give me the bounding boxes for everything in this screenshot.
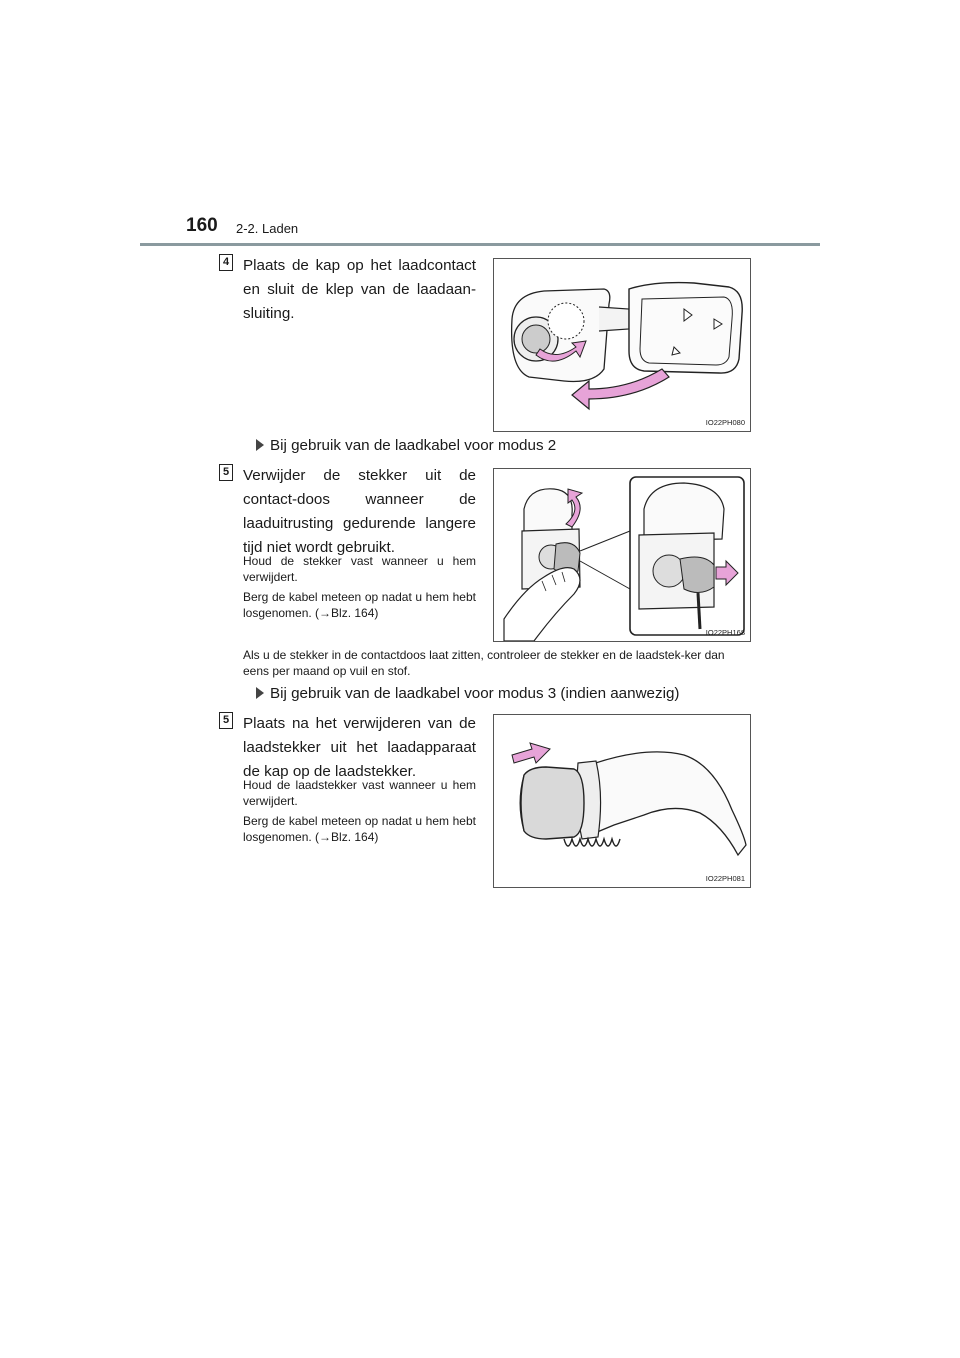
plug-removal-illustration xyxy=(493,468,751,642)
bullet-text: Bij gebruik van de laadkabel voor modus 2 xyxy=(270,437,557,454)
bullet-heading xyxy=(256,684,679,704)
plug-cap-illustration xyxy=(493,714,751,888)
figure-code: IO22PH080 xyxy=(705,418,745,427)
plug-cap-drawing xyxy=(494,715,750,887)
bullet-triangle-icon xyxy=(256,439,264,451)
note-text: Als u de stekker in de contactdoos laat zitten, controleer de stekker en de laadstek-ker dan eens per maand op vuil en stof. xyxy=(243,648,725,678)
step-subnote: Houd de laadstekker vast wanneer u hem verwijdert. xyxy=(243,778,476,808)
charging-port-drawing xyxy=(494,259,750,431)
figure-code: IO22PH081 xyxy=(705,874,745,883)
bullet-heading xyxy=(256,436,556,456)
charging-port-cap-illustration xyxy=(493,258,751,432)
step-badge: 4 xyxy=(219,254,233,271)
page-number: 160 xyxy=(186,215,218,236)
step-text: Plaats na het verwijderen van de laadstekker uit het laadapparaat de kap op de laadstekker. xyxy=(243,715,476,780)
plug-removal-drawing xyxy=(494,469,750,641)
step-subnote: Houd de stekker vast wanneer u hem verwijdert. xyxy=(243,554,476,584)
step-badge: 5 xyxy=(219,712,233,729)
step-subnote: Berg de kabel meteen op nadat u hem hebt losgenomen. (→Blz. 164) xyxy=(243,590,476,620)
section-title: 2-2. Laden xyxy=(236,221,299,236)
figure-code: IO22PH168 xyxy=(705,628,745,637)
bullet-text: Bij gebruik van de laadkabel voor modus 3 (indien aanwezig) xyxy=(270,685,680,702)
bullet-triangle-icon xyxy=(256,687,264,699)
step-subnote: Berg de kabel meteen op nadat u hem hebt losgenomen. (→Blz. 164) xyxy=(243,814,476,844)
step-badge: 5 xyxy=(219,464,233,481)
header-rule xyxy=(140,243,820,246)
step-text: Verwijder de stekker uit de contact-doos wanneer de laaduitrusting gedurende langere tijd niet wordt gebruikt. xyxy=(243,467,476,556)
step-text: Plaats de kap op het laadcontact en sluit de klep van de laadaan-sluiting. xyxy=(243,257,476,322)
